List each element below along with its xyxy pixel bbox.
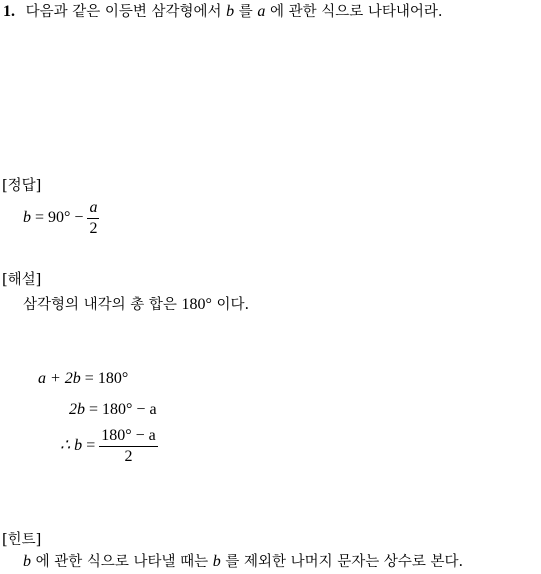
problem-var-a: a [257, 3, 266, 20]
derivation-line-1-rhs: = 180° [84, 370, 129, 387]
explanation-value: 180° [181, 296, 212, 313]
derivation-line-1-lhs: a + 2b [38, 370, 81, 387]
answer-lhs: b [23, 209, 31, 227]
problem-text-3: 에 관한 식으로 나타내어라. [269, 4, 443, 20]
derivation-line-2-rhs: = 180° − a [89, 401, 157, 418]
answer-frac-den: 2 [89, 220, 98, 237]
derivation-line-2 [69, 402, 157, 418]
problem-number: 1. [3, 3, 15, 20]
derivation-line-1 [38, 371, 128, 387]
explanation-text-2: 이다. [216, 297, 250, 313]
derivation-line-3-eq: = [86, 437, 96, 455]
hint-text-1: 에 관한 식으로 나타낼 때는 [35, 554, 209, 570]
problem-statement [3, 4, 443, 20]
problem-var-b: b [226, 3, 235, 20]
answer-label: [정답] [2, 178, 42, 194]
answer-fraction [87, 200, 99, 237]
explanation-label: [해설] [2, 272, 42, 288]
problem-text-2: 를 [238, 4, 253, 20]
hint-text-2: 를 제외한 나머지 문자는 상수로 본다. [225, 554, 464, 570]
hint-var-b: b [23, 553, 31, 570]
derivation-frac-num: 180° − a [101, 427, 156, 444]
derivation-line-2-lhs: 2b [69, 401, 85, 418]
problem-text-1: 다음과 같은 이등변 삼각형에서 [25, 4, 222, 20]
answer-eq-text: = 90° − [35, 209, 84, 227]
derivation-fraction [99, 428, 158, 465]
derivation-frac-den: 2 [124, 448, 133, 465]
explanation-sentence [23, 297, 249, 313]
hint-var-b2: b [212, 553, 221, 570]
hint-label: [힌트] [2, 532, 42, 548]
answer-frac-num: a [89, 199, 98, 216]
hint-text [23, 554, 463, 570]
answer-equation [23, 200, 99, 237]
derivation-line-3 [60, 428, 158, 465]
derivation-line-3-lhs: ∴ b [60, 437, 83, 455]
explanation-text-1: 삼각형의 내각의 총 합은 [23, 297, 177, 313]
